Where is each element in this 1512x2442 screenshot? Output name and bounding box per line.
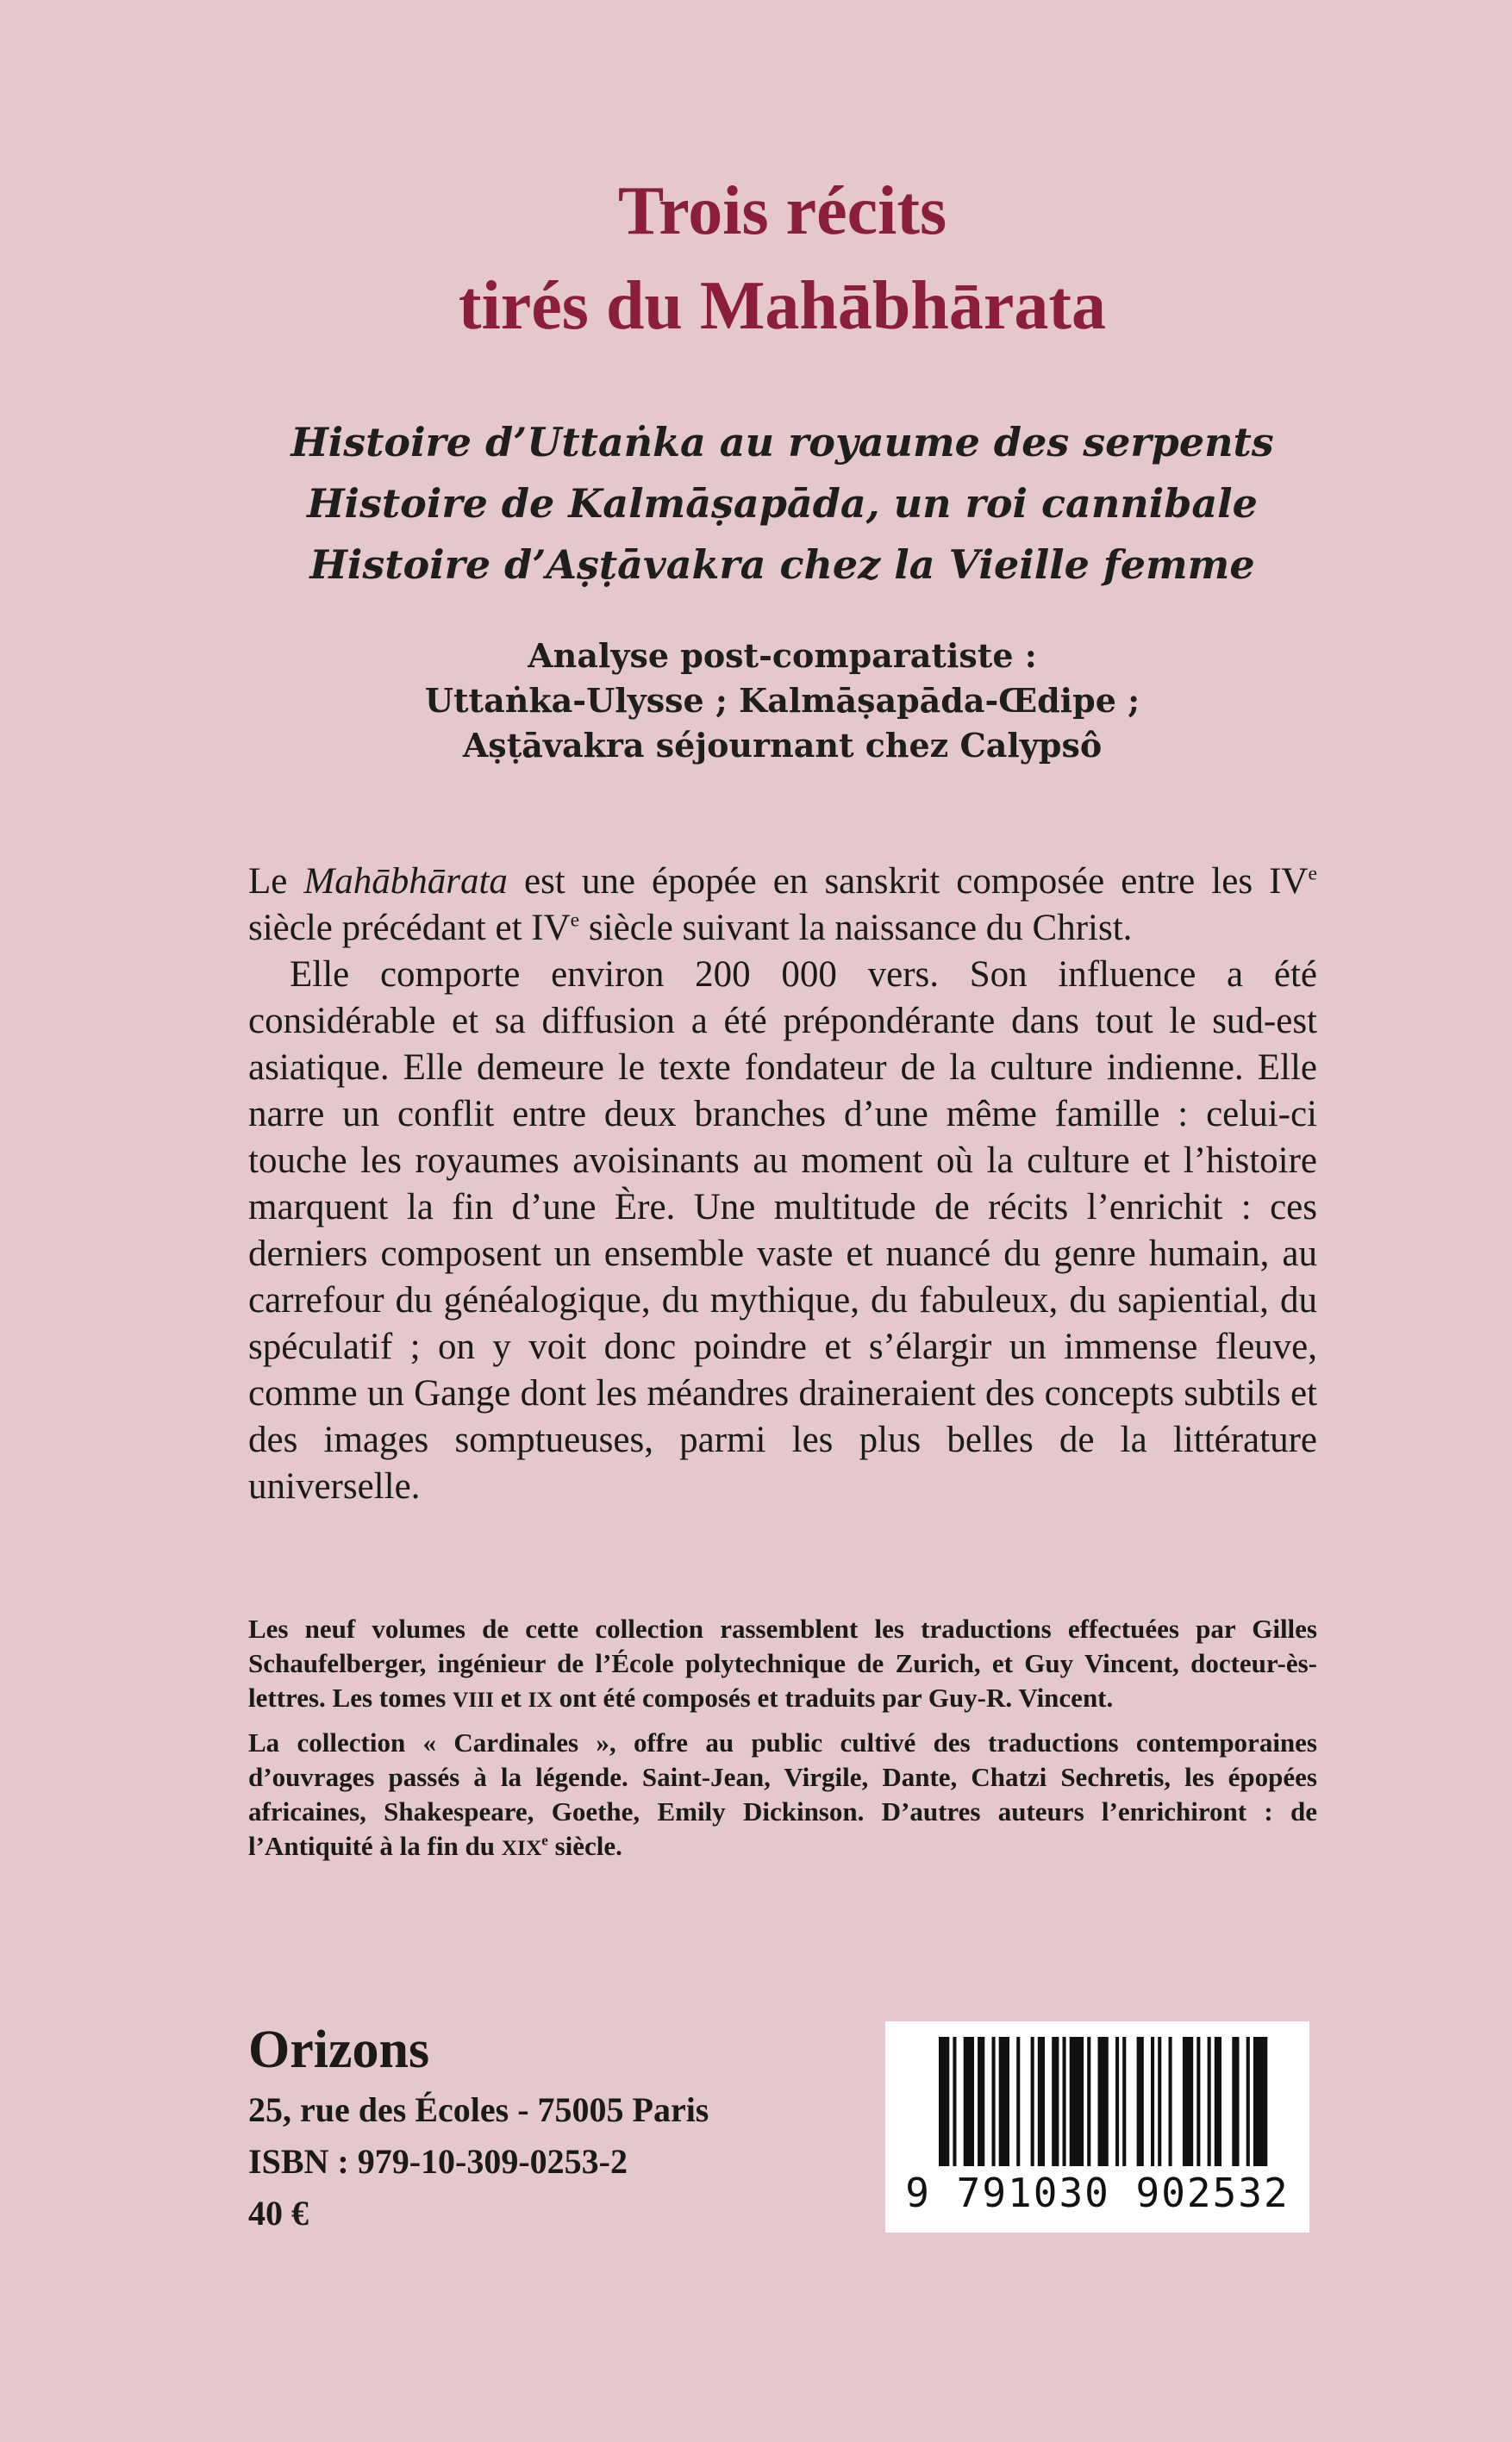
barcode-bar xyxy=(1063,2037,1066,2166)
barcode-bar xyxy=(939,2037,949,2166)
text-fragment: Le xyxy=(248,861,304,902)
text-fragment: siècle suivant la naissance du Christ. xyxy=(579,908,1133,948)
epic-name: Mahābhārata xyxy=(303,861,508,902)
analysis-line-3: Aṣṭāvakra séjournant chez Calypsô xyxy=(462,726,1103,765)
text-fragment: et xyxy=(494,1683,528,1713)
barcode xyxy=(885,2021,1309,2233)
barcode-bar xyxy=(1208,2037,1211,2166)
analysis-line-1: Analyse post-comparatiste : xyxy=(528,636,1037,675)
barcode-bar xyxy=(964,2037,974,2166)
text-fragment: La collection « Cardinales », offre au public cultivé des traductions contemporaines d’ouvrages passés à la légende. Saint-Jean, Virgile, Dante, Chatzi Sechretis, les épopées africaines, Shakespeare, Goethe, Emily Dickinson. D’autres auteurs l’enrichiront : de l’Antiquité à la fin du xyxy=(248,1727,1317,1861)
description-paragraph-2: Elle comporte environ 200 000 vers. Son influence a été considérable et sa diffusion a été prépondérante dans tout le sud-est asiatique. Elle demeure le texte fondateur de la culture indienne. Elle narre un conflit entre deux branches d’une même famille : celui-ci touche les royaumes avoisinants au moment où la culture et l’histoire marquent la fin d’une Ère. Une multitude de récits l’enrichit : ces derniers composent un ensemble vaste et nuancé du genre humain, au carrefour du généalogique, du mythique, du fabuleux, du sapiential, du spéculatif ; on y voit donc poindre et s’élargir un immense fleuve, comme un Gange dont les méandres draineraient des concepts subtils et des images somptueuses, parmi les plus belles de la littérature universelle. xyxy=(248,954,1317,1507)
barcode-bar xyxy=(1215,2037,1221,2166)
barcode-bar xyxy=(1151,2037,1154,2166)
barcode-bar xyxy=(1098,2037,1109,2166)
superscript: e xyxy=(1308,862,1317,885)
text-fragment: est une épopée en sanskrit composée entre les IV xyxy=(507,861,1309,902)
book-title xyxy=(0,164,1512,353)
barcode-bar xyxy=(1169,2037,1172,2166)
barcode-bar xyxy=(1087,2037,1090,2166)
book-title-line-1: Trois récits xyxy=(617,173,947,249)
text-fragment: siècle. xyxy=(547,1831,622,1861)
subtitle-astavakra: Histoire d’Aṣṭāvakra chez la Vieille femme xyxy=(309,541,1255,588)
text-fragment: ont été composés et traduits par Guy-R. Vincent. xyxy=(552,1683,1114,1713)
book-title-line-2: tirés du Mahābhārata xyxy=(458,268,1107,344)
superscript: e xyxy=(570,909,580,932)
barcode-bar xyxy=(1137,2037,1144,2166)
century-number: XIX xyxy=(501,1836,542,1860)
price: 40 € xyxy=(248,2194,309,2233)
description-paragraph-1 xyxy=(248,859,1317,952)
subtitle-uttanka: Histoire d’Uttaṅka au royaume des serpents xyxy=(291,419,1274,465)
volume-number: VIII xyxy=(453,1688,495,1712)
barcode-bar xyxy=(1253,2037,1267,2166)
collection-paragraph-2 xyxy=(248,1726,1317,1865)
analysis-heading xyxy=(0,634,1512,768)
isbn: ISBN : 979-10-309-0253-2 xyxy=(248,2142,628,2181)
publisher-info xyxy=(248,2015,709,2239)
subtitle-kalmasapada: Histoire de Kalmāṣapāda, un roi cannibale xyxy=(307,480,1258,527)
barcode-bar xyxy=(1115,2037,1119,2166)
barcode-bar xyxy=(1031,2037,1034,2166)
barcode-bars xyxy=(885,2021,1309,2172)
barcode-bar xyxy=(1052,2037,1059,2166)
barcode-bar xyxy=(992,2037,996,2166)
barcode-bar xyxy=(1246,2037,1250,2166)
barcode-bar xyxy=(1158,2037,1161,2166)
publisher-address: 25, rue des Écoles - 75005 Paris xyxy=(248,2090,709,2129)
barcode-bar xyxy=(999,2037,1009,2166)
story-subtitles xyxy=(0,412,1512,596)
analysis-line-2: Uttaṅka-Ulysse ; Kalmāṣapāda-Œdipe ; xyxy=(424,681,1140,720)
publisher-name: Orizons xyxy=(248,2020,430,2079)
barcode-bar xyxy=(1038,2037,1045,2166)
barcode-bar xyxy=(1016,2037,1020,2166)
barcode-bar xyxy=(953,2037,956,2166)
barcode-bar xyxy=(1070,2037,1084,2166)
text-fragment: Les neuf volumes de cette collection rassemblent les traductions effectuées par Gilles Schaufelberger, ingénieur de l’École polytechnique de Zurich, et Guy Vincent, docteur-ès-lettres. Les tomes xyxy=(248,1614,1317,1713)
barcode-bar xyxy=(1232,2037,1239,2166)
barcode-bar xyxy=(1196,2037,1200,2166)
collection-paragraph-1 xyxy=(248,1612,1317,1717)
volume-number: IX xyxy=(528,1688,553,1712)
superscript: e xyxy=(541,1832,548,1849)
barcode-bar xyxy=(1183,2037,1193,2166)
barcode-bar xyxy=(978,2037,984,2166)
description-text xyxy=(248,859,1317,1510)
barcode-bar xyxy=(1122,2037,1126,2166)
text-fragment: siècle précédant et IV xyxy=(248,908,571,948)
collection-info xyxy=(248,1612,1317,1865)
barcode-digits: 9 791030 902532 xyxy=(905,2170,1290,2216)
